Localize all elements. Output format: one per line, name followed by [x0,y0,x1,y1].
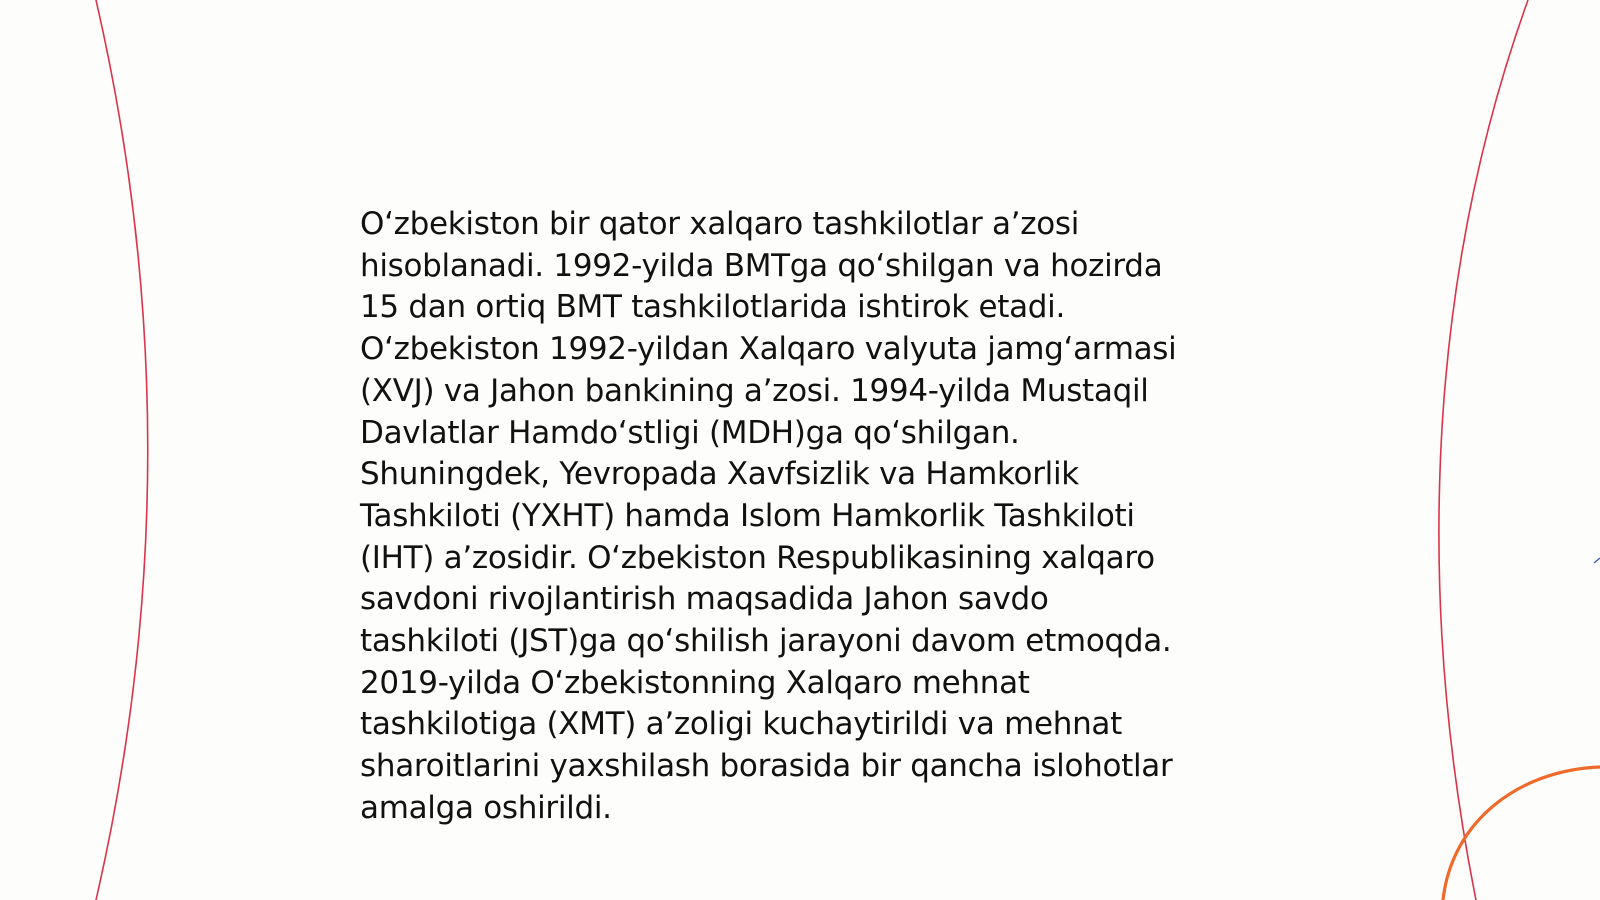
orange-circle-arc [1443,767,1600,900]
small-arrow-mark [1594,558,1600,563]
right-curve-line [1439,0,1528,900]
body-paragraph: O‘zbekiston bir qator xalqaro tashkilotlar a’zosi hisoblanadi. 1992-yilda BMTga qo‘shilgan va hozirda 15 dan ortiq BMT tashkilotlarida ishtirok etadi. O‘zbekiston 1992-yildan Xalqaro valyuta jamg‘armasi (XVJ) va Jahon bankining a’zosi. 1994-yilda Mustaqil Davlatlar Hamdo‘stligi (MDH)ga qo‘shilgan. Shuningdek, Yevropada Xavfsizlik va Hamkorlik Tashkiloti (YXHT) hamda Islom Hamkorlik Tashkiloti (IHT) a’zosidir. O‘zbekiston Respublikasining xalqaro savdoni rivojlantirish maqsadida Jahon savdo tashkiloti (JST)ga qo‘shilish jarayoni davom etmoqda. 2019-yilda O‘zbekistonning Xalqaro mehnat tashkilotiga (XMT) a’zoligi kuchaytirildi va mehnat sharoitlarini yaxshilash borasida bir qancha islohotlar amalga oshirildi. [360,206,1177,826]
left-curve-line [96,0,148,900]
